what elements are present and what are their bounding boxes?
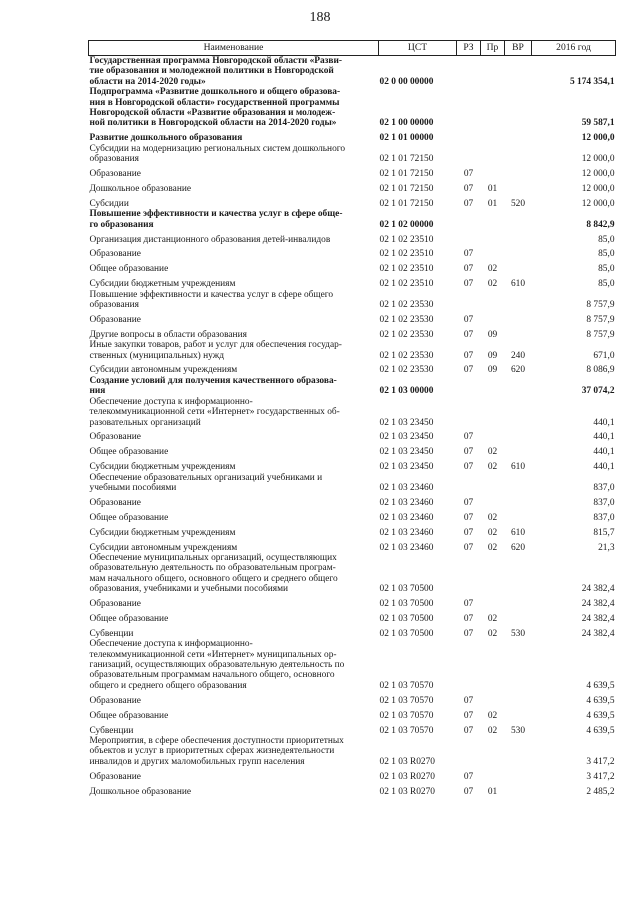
cell-rz [457,209,481,230]
cell-vr [505,443,532,458]
table-row [89,376,616,397]
cell-name: Образование [89,314,141,325]
cell-amount: 24 382,4 [581,628,615,639]
table-row [89,538,616,553]
cell-rz [457,290,481,311]
cell-pr [481,144,505,165]
cell-pr [481,493,505,508]
cell-amount: 3 417,2 [586,756,615,767]
cell-pr: 01 [487,198,498,209]
table-row [89,508,616,523]
cell-cst: 02 1 03 23450 [379,462,434,473]
cell-cst: 02 1 01 00000 [379,133,434,144]
cell-pr: 01 [487,183,498,194]
cell-rz: 07 [463,447,474,458]
cell-rz [457,87,481,129]
cell-vr [505,609,532,624]
cell-rz: 07 [463,542,474,553]
cell-name: Общее образование [89,710,169,721]
cell-pr: 01 [487,786,498,797]
cell-vr [505,767,532,782]
cell-amount: 24 382,4 [581,613,615,624]
cell-pr [481,639,505,691]
table-row [89,361,616,376]
cell-cst: 02 1 03 00000 [379,386,434,397]
cell-cst: 02 1 03 23460 [379,542,434,553]
cell-name: Государственная программа Новгородской области «Разви- тие образования и молодежной политики в Новгородской области на 2014-2020 годы» [89,56,343,87]
cell-pr [481,245,505,260]
cell-vr [505,376,532,397]
cell-pr: 02 [487,462,498,473]
cell-rz: 07 [463,365,474,376]
table-row [89,553,616,595]
cell-vr: 610 [510,462,526,473]
cell-vr: 530 [510,628,526,639]
table-row [89,340,616,361]
table-row [89,721,616,736]
cell-name: Образование [89,169,141,180]
cell-cst: 02 1 03 70500 [379,599,434,610]
cell-cst: 02 1 03 70500 [379,628,434,639]
cell-name: Субсидии бюджетным учреждениям [89,527,236,538]
cell-name: Организация дистанционного образования детей-инвалидов [89,234,331,245]
cell-name: Повышение эффективности и качества услуг в сфере обще- го образования [89,209,343,230]
cell-name: Субсидии автономным учреждениям [89,365,238,376]
cell-name: Создание условий для получения качественного образова- ния [89,375,337,397]
header-amount: 2016 год [532,41,616,56]
cell-pr: 02 [487,447,498,458]
cell-rz [457,129,481,144]
cell-name: Обеспечение доступа к информационно- телекоммуникационной сети «Интернет» муниципальных ор- ганизаций, осуществляющих образовательную деятельность по образовательным программам начального общего, основного общего и среднего общего образования [89,639,345,691]
cell-name: Иные закупки товаров, работ и услуг для обеспечения государ- ственных (муниципальных) нужд [89,340,342,361]
cell-rz: 07 [463,279,474,290]
cell-rz: 07 [463,183,474,194]
cell-amount: 8 086,9 [586,365,615,376]
cell-pr: 09 [487,329,498,340]
cell-pr: 02 [487,527,498,538]
table-row [89,179,616,194]
cell-cst: 02 1 03 23460 [379,483,434,493]
cell-pr [481,736,505,767]
cell-cst: 02 1 03 23460 [379,527,434,538]
cell-name: Мероприятия, в сфере обеспечения доступности приоритетных объектов и услуг в приоритетных сферах жизнедеятельности инвалидов и других маломобильных групп населения [89,735,344,767]
table-row [89,165,616,180]
cell-cst: 02 1 03 23450 [379,447,434,458]
table-row [89,473,616,494]
cell-rz [457,144,481,165]
cell-name: Образование [89,771,141,782]
cell-cst: 02 1 01 72150 [379,169,434,180]
header-name: Наименование [89,41,379,56]
table-row [89,56,616,88]
cell-vr: 610 [510,279,526,290]
cell-rz: 07 [463,462,474,473]
cell-amount: 85,0 [598,234,615,245]
cell-vr: 240 [510,350,526,361]
cell-rz: 07 [463,497,474,508]
cell-cst: 02 1 02 23530 [379,365,434,376]
cell-amount: 837,0 [593,483,615,493]
table-row [89,310,616,325]
cell-rz: 07 [463,264,474,275]
table-row [89,706,616,721]
cell-vr [505,290,532,311]
cell-pr [481,691,505,706]
table-row [89,639,616,691]
cell-rz: 07 [463,512,474,523]
cell-cst: 02 1 01 72150 [379,154,434,165]
table-body [89,56,616,797]
cell-amount: 8 757,9 [586,314,615,325]
table-row [89,458,616,473]
cell-vr [505,310,532,325]
cell-cst: 02 0 00 00000 [379,76,434,87]
cell-rz: 07 [463,198,474,209]
table-row [89,691,616,706]
cell-cst: 02 1 02 23510 [379,234,434,245]
cell-pr [481,767,505,782]
cell-amount: 85,0 [598,249,615,260]
cell-rz [457,736,481,767]
cell-pr [481,376,505,397]
table-row [89,209,616,230]
cell-pr: 02 [487,512,498,523]
cell-vr [505,473,532,494]
cell-vr [505,397,532,428]
cell-name: Общее образование [89,264,169,275]
cell-vr [505,706,532,721]
cell-amount: 837,0 [593,497,615,508]
cell-pr: 02 [487,279,498,290]
table-row [89,87,616,129]
cell-cst: 02 1 03 23460 [379,497,434,508]
cell-name: Дошкольное образование [89,786,192,797]
cell-vr [505,129,532,144]
cell-vr [505,230,532,245]
cell-cst: 02 1 03 70500 [379,613,434,624]
cell-cst: 02 1 02 23530 [379,350,434,361]
cell-rz [457,230,481,245]
cell-amount: 12 000,0 [581,183,615,194]
table-row [89,194,616,209]
cell-amount: 2 485,2 [586,786,615,797]
cell-amount: 4 639,5 [586,710,615,721]
cell-amount: 440,1 [593,447,615,458]
cell-cst: 02 1 03 R0270 [379,786,435,797]
cell-amount: 85,0 [598,264,615,275]
cell-rz [457,376,481,397]
cell-vr [505,179,532,194]
table-row [89,493,616,508]
cell-rz [457,639,481,691]
cell-pr [481,87,505,129]
cell-name: Обеспечение доступа к информационно- телекоммуникационной сети «Интернет» государственных об- разовательных организаций [89,396,340,428]
cell-pr: 02 [487,710,498,721]
cell-pr: 02 [487,542,498,553]
cell-pr: 09 [487,350,498,361]
cell-pr: 02 [487,725,498,736]
cell-rz: 07 [463,771,474,782]
cell-amount: 8 842,9 [586,219,615,230]
cell-pr [481,230,505,245]
cell-name: Субвенции [89,725,134,736]
cell-vr [505,245,532,260]
header-pr: Пр [481,41,505,56]
table-row [89,782,616,797]
table-row [89,230,616,245]
cell-amount: 85,0 [598,279,615,290]
cell-cst: 02 1 02 23510 [379,264,434,275]
cell-name: Общее образование [89,613,169,624]
cell-name: Субсидии бюджетным учреждениям [89,279,236,290]
table-row [89,736,616,767]
cell-rz: 07 [463,613,474,624]
cell-rz [457,553,481,595]
cell-pr [481,428,505,443]
cell-amount: 837,0 [593,512,615,523]
page-number: 188 [309,10,331,25]
cell-name: Субвенции [89,628,134,639]
cell-vr [505,325,532,340]
cell-rz: 07 [463,249,474,260]
cell-amount: 21,3 [598,542,615,553]
cell-amount: 4 639,5 [586,725,615,736]
cell-rz: 07 [463,432,474,443]
cell-rz: 07 [463,786,474,797]
cell-amount: 3 417,2 [586,771,615,782]
cell-amount: 440,1 [593,417,615,428]
cell-vr [505,691,532,706]
cell-amount: 12 000,0 [581,169,615,180]
cell-amount: 12 000,0 [581,154,615,165]
cell-vr [505,595,532,610]
budget-table [88,40,616,797]
cell-pr: 02 [487,264,498,275]
header-rz: РЗ [457,41,481,56]
table-row [89,144,616,165]
cell-rz: 07 [463,710,474,721]
cell-name: Общее образование [89,447,169,458]
cell-amount: 4 639,5 [586,680,615,691]
cell-name: Обеспечение муниципальных организаций, осуществляющих образовательную деятельность по образовательным програм- мам начального общего, основного общего и среднего общего образования, учебниками и учебными пособиями [89,552,338,595]
cell-pr [481,290,505,311]
cell-vr [505,260,532,275]
cell-name: Другие вопросы в области образования [89,329,247,340]
cell-rz [457,56,481,88]
cell-amount: 59 587,1 [581,118,615,129]
cell-amount: 8 757,9 [586,300,615,310]
table-row [89,245,616,260]
cell-pr [481,397,505,428]
cell-pr [481,473,505,494]
cell-cst: 02 1 03 70570 [379,695,434,706]
cell-cst: 02 1 03 R0270 [379,771,435,782]
cell-cst: 02 1 01 72150 [379,198,434,209]
cell-name: Развитие дошкольного образования [89,133,243,144]
cell-vr [505,56,532,88]
cell-vr [505,144,532,165]
cell-rz [457,473,481,494]
cell-name: Субсидии автономным учреждениям [89,542,238,553]
cell-amount: 5 174 354,1 [569,76,615,87]
cell-rz: 07 [463,628,474,639]
cell-name: Субсидии на модернизацию региональных систем дошкольного образования [89,143,346,165]
cell-name: Образование [89,497,141,508]
cell-pr [481,209,505,230]
table-row [89,595,616,610]
cell-amount: 24 382,4 [581,599,615,610]
cell-name: Образование [89,599,141,610]
cell-pr [481,56,505,88]
cell-name: Общее образование [89,512,169,523]
cell-vr [505,508,532,523]
cell-rz [457,397,481,428]
cell-rz: 07 [463,527,474,538]
cell-rz: 07 [463,169,474,180]
cell-rz: 07 [463,695,474,706]
table-row [89,129,616,144]
cell-vr: 520 [510,198,526,209]
cell-amount: 12 000,0 [581,133,615,144]
cell-amount: 440,1 [593,462,615,473]
header-vr: ВР [505,41,532,56]
cell-cst: 02 1 01 72150 [379,183,434,194]
cell-pr: 02 [487,613,498,624]
cell-vr: 610 [510,527,526,538]
table-row [89,325,616,340]
table-row [89,609,616,624]
table-row [89,290,616,311]
cell-rz: 07 [463,725,474,736]
cell-rz: 07 [463,350,474,361]
cell-vr [505,782,532,797]
cell-name: Субсидии [89,198,129,209]
cell-cst: 02 1 02 23530 [379,314,434,325]
cell-cst: 02 1 03 70570 [379,725,434,736]
cell-cst: 02 1 03 70500 [379,584,434,595]
cell-vr [505,428,532,443]
table-header [89,41,616,56]
cell-cst: 02 1 03 R0270 [379,756,435,767]
cell-amount: 4 639,5 [586,695,615,706]
cell-cst: 02 1 00 00000 [379,118,434,129]
cell-cst: 02 1 02 23510 [379,279,434,290]
cell-amount: 24 382,4 [581,584,615,595]
cell-vr [505,639,532,691]
cell-pr [481,165,505,180]
cell-amount: 12 000,0 [581,198,615,209]
cell-vr: 620 [510,365,526,376]
table-row [89,397,616,428]
cell-vr [505,493,532,508]
table-row [89,523,616,538]
cell-vr [505,553,532,595]
cell-name: Обеспечение образовательных организаций учебниками и учебными пособиями [89,472,323,493]
cell-vr: 620 [510,542,526,553]
cell-pr [481,553,505,595]
cell-name: Образование [89,249,141,260]
cell-pr [481,595,505,610]
cell-cst: 02 1 03 23450 [379,417,434,428]
cell-cst: 02 1 02 23530 [379,300,434,310]
cell-name: Дошкольное образование [89,183,192,194]
cell-cst: 02 1 03 70570 [379,680,434,691]
header-cst: ЦСТ [379,41,457,56]
cell-vr [505,87,532,129]
cell-amount: 815,7 [593,527,615,538]
cell-pr [481,129,505,144]
table-row [89,260,616,275]
cell-cst: 02 1 03 23460 [379,512,434,523]
cell-vr [505,165,532,180]
table-row [89,443,616,458]
cell-rz: 07 [463,599,474,610]
cell-vr [505,736,532,767]
cell-vr [505,209,532,230]
cell-amount: 440,1 [593,432,615,443]
cell-cst: 02 1 02 23510 [379,249,434,260]
cell-pr: 02 [487,628,498,639]
cell-name: Образование [89,695,141,706]
cell-amount: 8 757,9 [586,329,615,340]
cell-name: Повышение эффективности и качества услуг в сфере общего образования [89,289,334,310]
cell-rz: 07 [463,329,474,340]
cell-cst: 02 1 02 00000 [379,219,434,230]
cell-cst: 02 1 03 70570 [379,710,434,721]
table-row [89,767,616,782]
table-row [89,428,616,443]
cell-name: Субсидии бюджетным учреждениям [89,462,236,473]
cell-rz: 07 [463,314,474,325]
cell-pr: 09 [487,365,498,376]
cell-name: Образование [89,432,141,443]
table-row [89,275,616,290]
cell-pr [481,310,505,325]
cell-name: Подпрограмма «Развитие дошкольного и общего образова- ния в Новгородской области» государственной программы Новгородской области «Развитие образования и молодеж- ной политики в Новгородской области на 2014-2020 годы» [89,87,341,129]
cell-cst: 02 1 03 23450 [379,432,434,443]
cell-cst: 02 1 02 23530 [379,329,434,340]
table-row [89,624,616,639]
cell-amount: 671,0 [593,350,615,361]
cell-vr: 530 [510,725,526,736]
cell-amount: 37 074,2 [581,386,615,397]
